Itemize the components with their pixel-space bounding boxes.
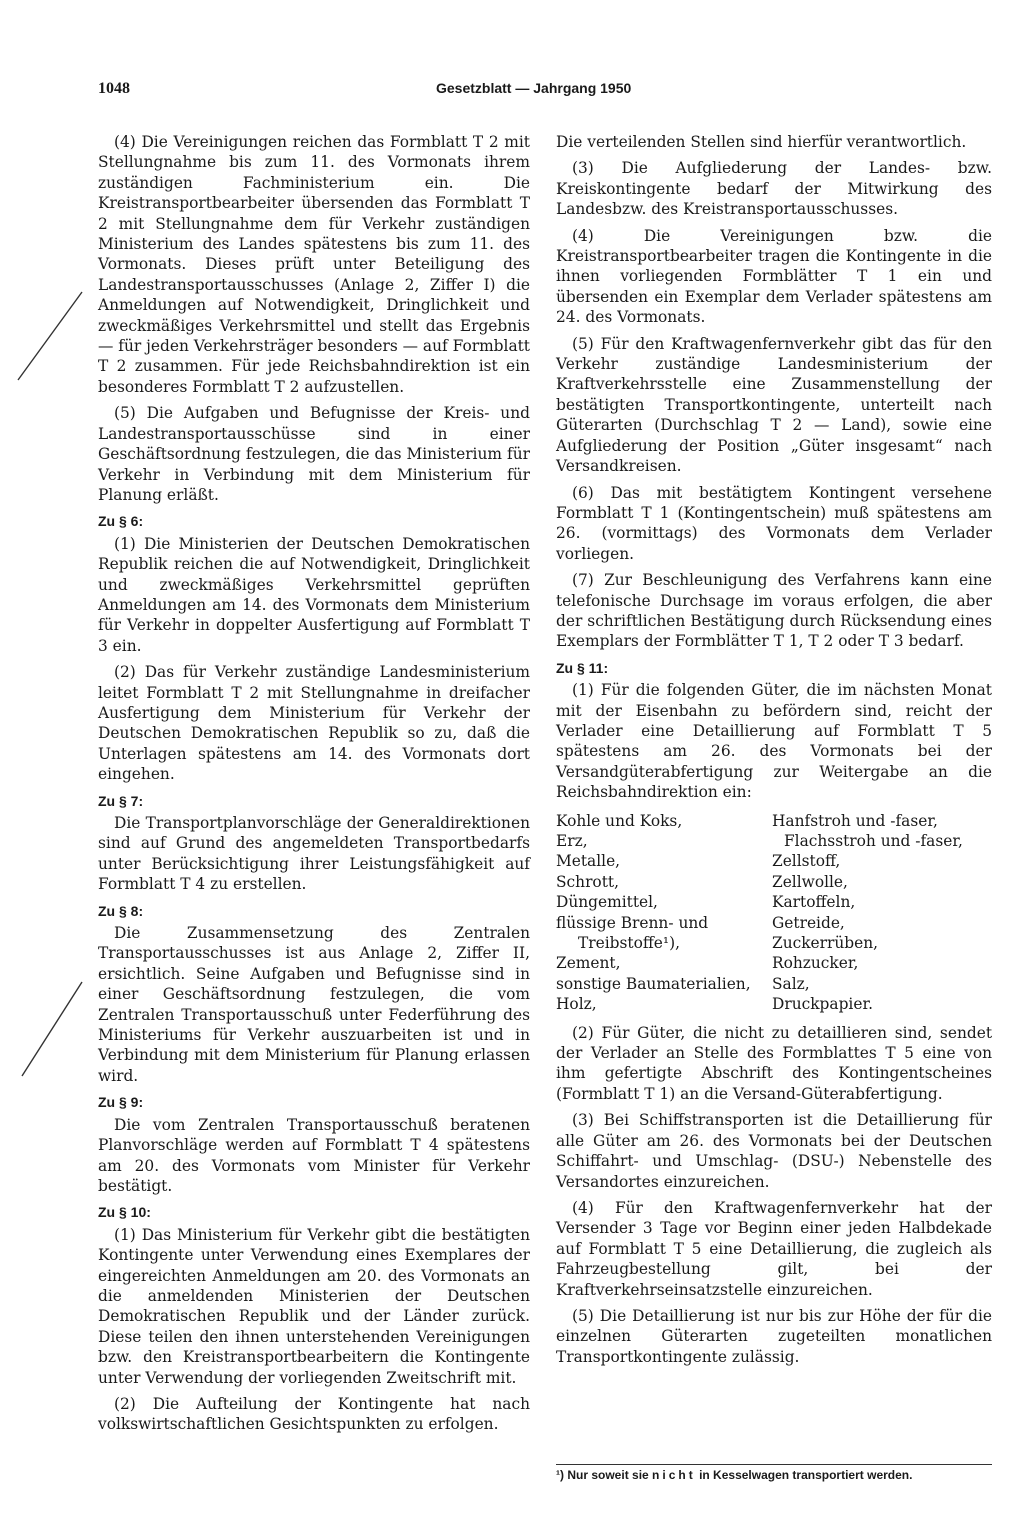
goods-item: Düngemittel, — [556, 893, 658, 912]
goods-item: sonstige Baumaterialien, — [556, 974, 751, 993]
goods-item: Zement, — [556, 954, 621, 973]
paragraph: Die verteilenden Stellen sind hierfür verantwortlich. — [556, 133, 967, 151]
goods-item: Holz, — [556, 995, 597, 1014]
goods-item: Schrott, — [556, 872, 619, 891]
goods-item: flüssige Brenn- und — [556, 913, 709, 932]
page-header — [98, 80, 928, 104]
goods-item: Metalle, — [556, 852, 621, 871]
paragraph: (2) Das für Verkehr zuständige Landesministerium leitet Formblatt T 2 mit Stellungnahme in dreifacher Ausfertigung dem Ministerium für Verkehr der Deutschen Demokratischen Republik so zu, daß die Unterlagen spätestens am 14. des Vormonats dort eingehen. — [98, 663, 530, 784]
goods-item: Flachsstroh und -faser, — [784, 832, 963, 850]
paragraph: (4) Für den Kraftwagenfernverkehr hat der Versender 3 Tage vor Beginn einer jeden Halbdekade auf Formblatt T 5 eine Detaillierung, die zugleich als Fahrzeugbestellung gilt, bei der Kraftverkehrseinsatzstelle einzureichen. — [556, 1198, 992, 1299]
goods-item: Erz, — [556, 832, 588, 850]
goods-item: Zellwolle, — [772, 872, 848, 891]
paragraph: (5) Die Aufgaben und Befugnisse der Kreis- und Landestransportausschüsse sind in einer Geschäftsordnung festzulegen, die das Ministerium für Verkehr in Verbindung mit dem Ministerium für Planung erläßt. — [98, 404, 530, 504]
paragraph: (5) Die Detaillierung ist nur bis zur Höhe der für die einzelnen Güterarten zugeteilten monatlichen Transportkontingente zulässig. — [556, 1306, 992, 1366]
right-column — [556, 132, 992, 1367]
goods-list — [556, 811, 992, 1015]
goods-item: Zellstoff, — [772, 852, 841, 871]
goods-item: Zuckerrüben, — [772, 934, 879, 953]
section-heading: Zu § 11: — [556, 659, 609, 676]
paragraph: (2) Die Aufteilung der Kontingente hat nach volkswirtschaftlichen Gesichtspunkten zu erfolgen. — [98, 1394, 530, 1434]
paragraph: Die Zusammensetzung des Zentralen Transportausschusses ist aus Anlage 2, Ziffer II, ersichtlich. Seine Aufgaben und Befugnisse sind in einer Geschäftsordnung festzulegen, die vom Zentralen Transportausschuß unter Federführung des Ministeriums für Verkehr auszuarbeiten ist und in Verbindung mit dem Ministerium für Planung erlassen wird. — [98, 924, 530, 1085]
page-number: 1048 — [98, 80, 130, 97]
section-heading: Zu § 7: — [98, 792, 144, 809]
section-heading: Zu § 9: — [98, 1094, 144, 1111]
section-heading: Zu § 10: — [98, 1204, 151, 1221]
footnote-emphasis: nicht — [652, 1468, 696, 1482]
margin-pencil-mark — [14, 978, 94, 1088]
goods-item: Treibstoffe¹), — [578, 934, 680, 953]
footnote-text: in Kesselwagen transportiert werden. — [699, 1468, 913, 1482]
section-heading: Zu § 8: — [98, 902, 144, 919]
goods-item: Getreide, — [772, 913, 845, 932]
goods-list-left — [556, 811, 772, 1015]
goods-item: Hanfstroh und -faser, — [772, 811, 938, 830]
paragraph: (4) Die Vereinigungen bzw. die Kreistransportbearbeiter tragen die Kontingente in die ihnen vorliegenden Formblätter T 1 ein und übersenden ein Exemplar dem Verlader spätestens am 24. des Vormonats. — [556, 226, 992, 327]
goods-item: Druckpapier. — [772, 995, 874, 1014]
paragraph: (1) Das Ministerium für Verkehr gibt die bestätigten Kontingente unter Verwendung eines Exemplares der eingereichten Anmeldungen am 20. des Vormonats an die anmeldenden Ministerien der Deutschen Demokratischen Republik und der Länder zurück. Diese teilen den ihnen unterstehenden Vereinigungen bzw. den Kreistransportbearbeitern die Kontingente unter Verwendung der vorliegenden Zweitschrift mit. — [98, 1225, 530, 1387]
paragraph: (7) Zur Beschleunigung des Verfahrens kann eine telefonische Durchsage im voraus erfolgen, die aber der schriftlichen Bestätigung durch Rücksendung eines Exemplars der Formblätter T 1, T 2 oder T 3 bedarf. — [556, 571, 992, 651]
goods-item: Kohle und Koks, — [556, 811, 683, 830]
paragraph: (6) Das mit bestätigtem Kontingent versehene Formblatt T 1 (Kontingentschein) muß spätestens am 26. (vormittags) des Vormonats dem Verlader vorliegen. — [556, 483, 992, 563]
footnote-text: Nur soweit sie — [567, 1468, 649, 1482]
paragraph: (1) Für die folgenden Güter, die im nächsten Monat mit der Eisenbahn zu befördern sind, reicht der Verlader eine Detaillierung auf Formblatt T 5 spätestens am 26. des Vormonats bei der Versandgüterabfertigung zur Weitergabe an die Reichsbahndirektion ein: — [556, 681, 992, 802]
margin-pencil-mark — [10, 288, 90, 388]
paragraph: (5) Für den Kraftwagenfernverkehr gibt das für den Verkehr zuständige Landesministerium der Kraftverkehrsstelle eine Zusammenstellung der bestätigten Transportkontingente, unterteilt nach Güterarten (Durchschlag T 2 — Land), sowie eine Aufgliederung der Position „Güter insgesamt“ nach Versandkreisen. — [556, 334, 992, 476]
goods-item: Salz, — [772, 974, 810, 993]
footnote — [556, 1464, 992, 1482]
goods-item: Rohzucker, — [772, 954, 859, 973]
left-column — [98, 132, 530, 1435]
goods-list-right — [772, 811, 992, 1015]
footnote-marker: ¹) — [556, 1468, 564, 1482]
paragraph: Die vom Zentralen Transportausschuß beratenen Planvorschläge werden auf Formblatt T 4 spätestens am 20. des Vormonats vom Minister für Verkehr bestätigt. — [98, 1115, 530, 1195]
section-heading: Zu § 6: — [98, 513, 144, 530]
running-title: Gesetzblatt — Jahrgang 1950 — [436, 80, 632, 96]
paragraph: (3) Bei Schiffstransporten ist die Detaillierung für alle Güter am 26. des Vormonats bei der Deutschen Schiffahrt- und Umschlag- (DSU-) Nebenstelle des Versandortes einzureichen. — [556, 1111, 992, 1191]
goods-item: Kartoffeln, — [772, 893, 856, 912]
paragraph: (2) Für Güter, die nicht zu detaillieren sind, sendet der Verlader an Stelle des Formblattes T 5 eine von ihm gefertigte Abschrift des Kontingentscheines (Formblatt T 1) an die Versand-Güterabfertigung. — [556, 1023, 992, 1103]
paragraph: (1) Die Ministerien der Deutschen Demokratischen Republik reichen die auf Notwendigkeit, Dringlichkeit und zweckmäßiges Verkehrsmittel geprüften Anmeldungen am 14. des Vormonats dem Ministerium für Verkehr in doppelter Ausfertigung auf Formblatt T 3 ein. — [98, 534, 530, 655]
paragraph: (4) Die Vereinigungen reichen das Formblatt T 2 mit Stellungnahme bis zum 11. des Vormonats ihrem zuständigen Fachministerium ein. Die Kreistransportbearbeiter übersenden das Formblatt T 2 mit Stellungnahme dem für Verkehr zuständigen Ministerium des Landes spätestens bis zum 11. des Vormonats. Dieses prüft unter Beteiligung des Landestransportausschusses (Anlage 2, Ziffer I) die Anmeldungen auf Notwendigkeit, Dringlichkeit und zweckmäßiges Verkehrsmittel und stellt das Ergebnis — für jeden Verkehrsträger besonders — auf Formblatt T 2 zusammen. Für jede Reichsbahndirektion ist ein besonderes Formblatt T 2 aufzustellen. — [98, 133, 530, 396]
paragraph: Die Transportplanvorschläge der Generaldirektionen sind auf Grund des angemeldeten Transportbedarfs unter Berücksichtigung ihrer Leistungsfähigkeit auf Formblatt T 4 zu erstellen. — [98, 814, 530, 894]
paragraph: (3) Die Aufgliederung der Landes- bzw. Kreiskontingente bedarf der Mitwirkung des Landesbzw. des Kreistransportausschusses. — [556, 159, 992, 219]
